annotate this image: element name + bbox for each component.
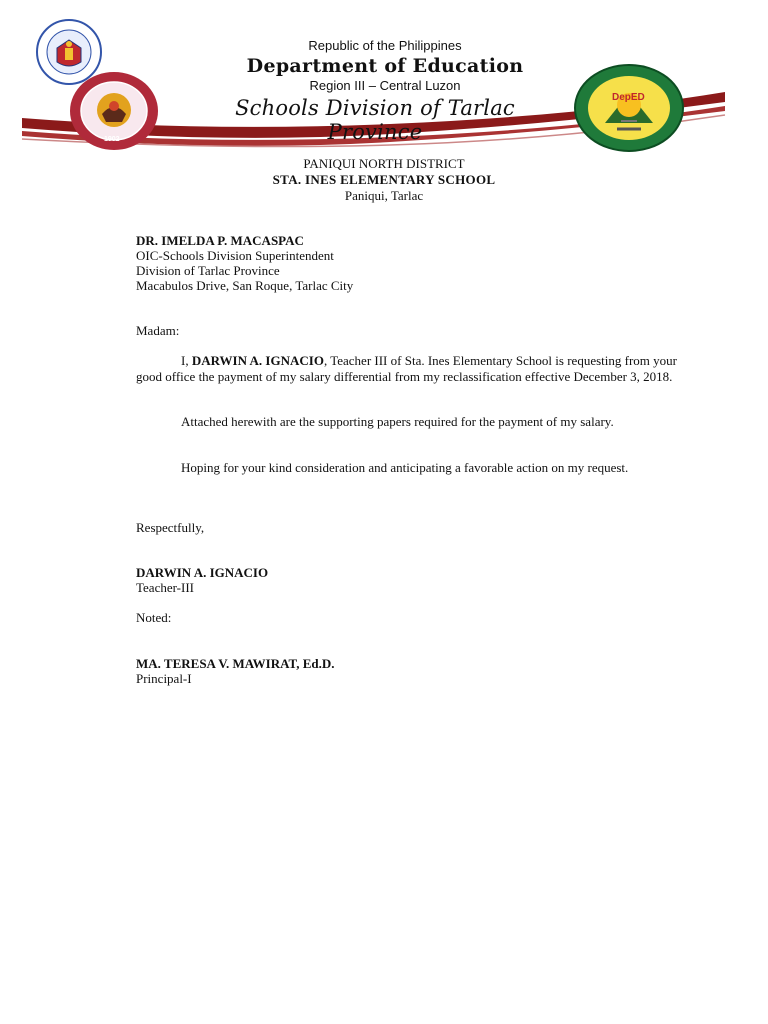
letter-paragraph-2: Attached herewith are the supporting papers required for the payment of my salary. (181, 414, 614, 429)
paragraph-1-name: DARWIN A. IGNACIO (191, 353, 324, 368)
principal-name: MA. TERESA V. MAWIRAT, Ed.D. (136, 656, 335, 671)
closing: Respectfully, (136, 520, 205, 535)
addressee-position: OIC-Schools Division Superintendent (136, 248, 334, 263)
addressee-address: Macabulos Drive, San Roque, Tarlac City (136, 278, 354, 293)
letter-paragraph-1 (136, 353, 677, 384)
addressee-office: Division of Tarlac Province (136, 263, 280, 278)
letter-paragraph-3: Hoping for your kind consideration and anticipating a favorable action on my request. (181, 460, 629, 475)
paragraph-1-body: , Teacher III of Sta. Ines Elementary School is requesting from your good office the payment of my salary differential from my reclassification effective December 3, 2018. (136, 353, 677, 384)
noted-label: Noted: (136, 610, 172, 625)
principal-title: Principal-I (136, 671, 192, 686)
school-town: Paniqui, Tarlac (344, 188, 424, 203)
school-name: STA. INES ELEMENTARY SCHOOL (272, 172, 496, 187)
district-name: PANIQUI NORTH DISTRICT (303, 156, 465, 171)
school-seal-icon (571, 63, 687, 153)
school-seal-logo-text: DepED (612, 92, 645, 103)
sdo-seal-year: 1902 (104, 136, 120, 143)
salutation: Madam: (136, 323, 180, 338)
letterhead (0, 0, 768, 160)
addressee-name: DR. IMELDA P. MACASPAC (136, 233, 304, 248)
region-line: Region III – Central Luzon (309, 78, 461, 93)
signatory-title: Teacher-III (136, 580, 194, 595)
republic-line: Republic of the Philippines (308, 38, 462, 53)
signatory-name: DARWIN A. IGNACIO (136, 565, 269, 580)
division-name: Schools Division of Tarlac Province (235, 96, 515, 144)
department-name: Department of Education (246, 55, 524, 77)
paragraph-1-prefix: I, (181, 353, 192, 368)
